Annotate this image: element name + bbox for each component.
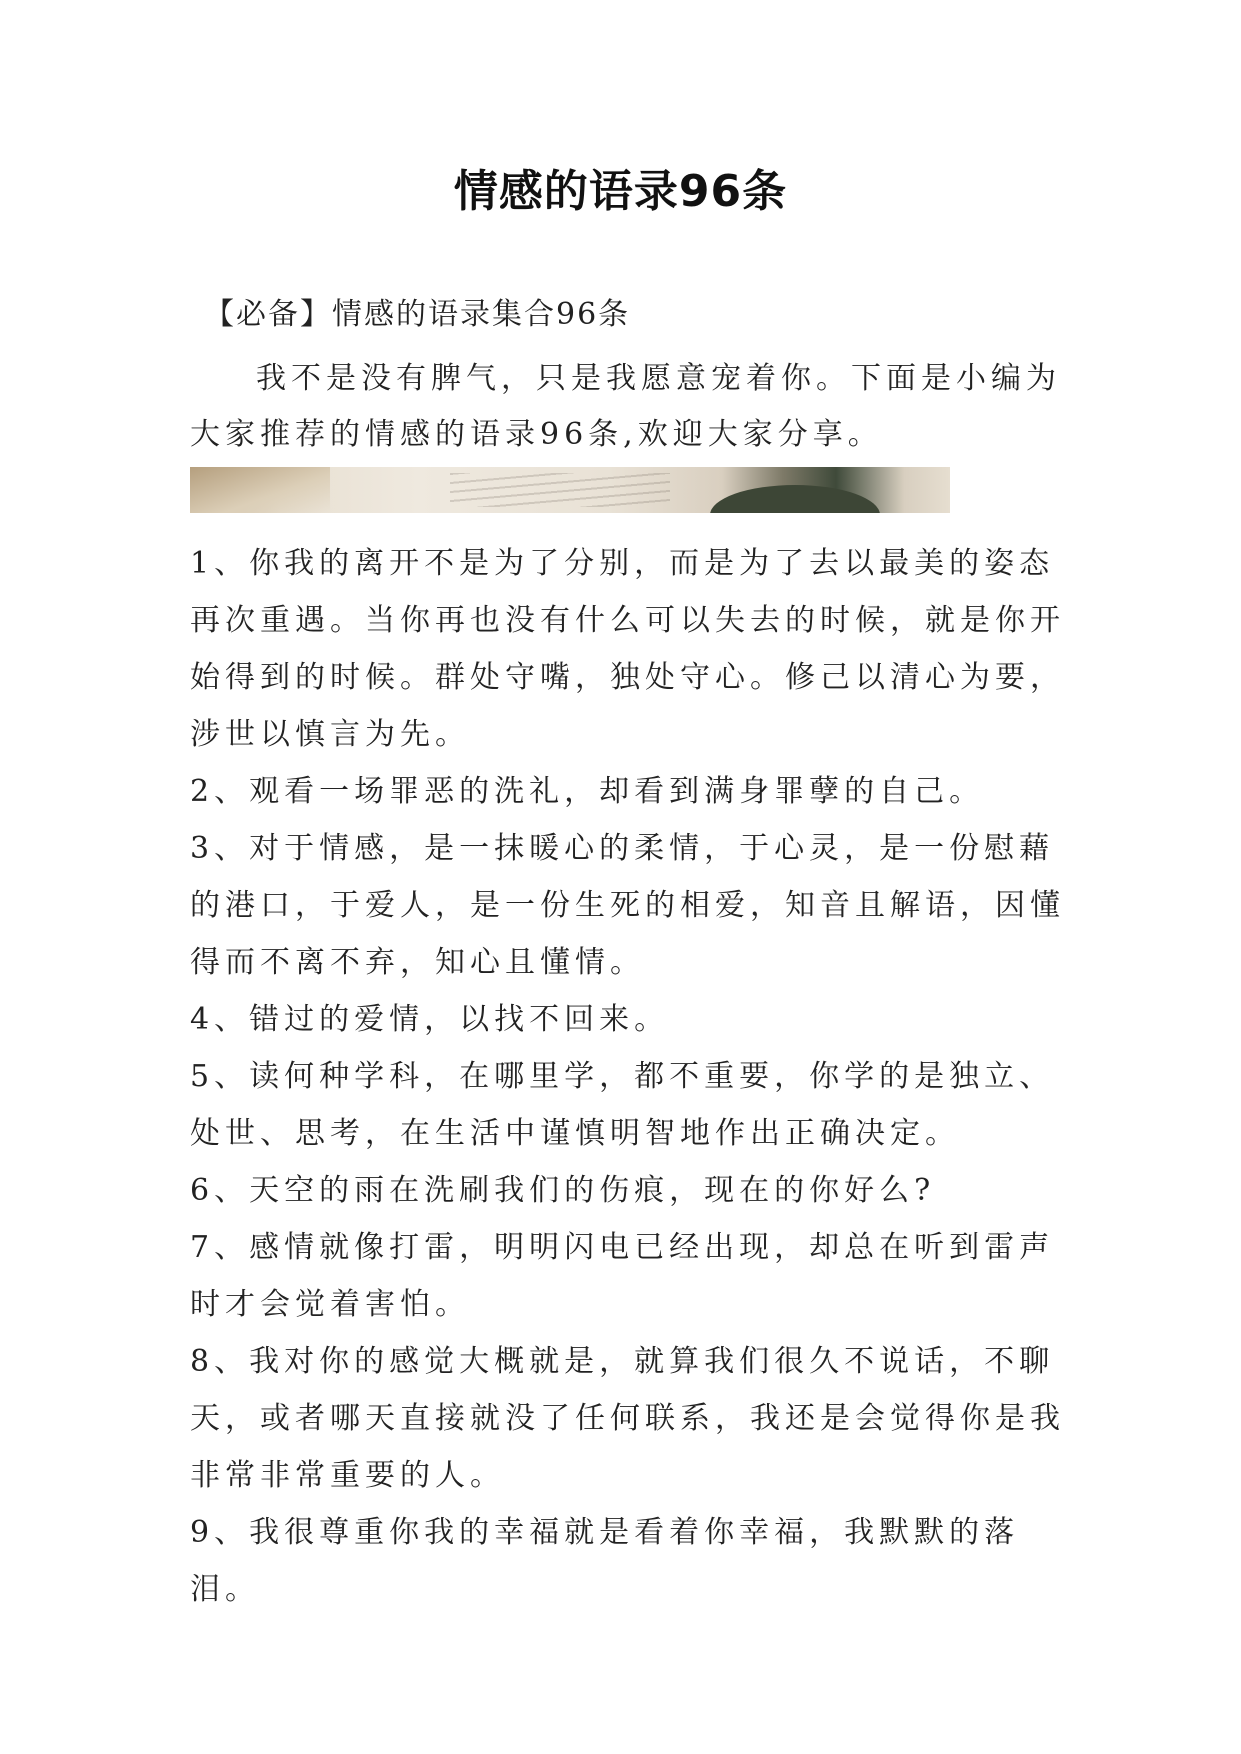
document-body	[190, 293, 1070, 1618]
intro-paragraph: 我不是没有脾气，只是我愿意宠着你。下面是小编为大家推荐的情感的语录96条,欢迎大家分享。	[190, 361, 1061, 452]
quote-item: 5、读何种学科，在哪里学，都不重要，你学的是独立、处世、思考，在生活中谨慎明智地作出正确决定。	[190, 1059, 1055, 1151]
quote-item: 2、观看一场罪恶的洗礼，却看到满身罪孽的自己。	[190, 774, 985, 809]
page-title: 情感的语录96条	[453, 166, 788, 217]
quote-item: 8、我对你的感觉大概就是，就算我们很久不说话，不聊天，或者哪天直接就没了任何联系，我还是会觉得你是我非常非常重要的人。	[190, 1344, 1065, 1493]
quote-item: 6、天空的雨在洗刷我们的伤痕，现在的你好么?	[190, 1173, 936, 1208]
quote-item: 1、你我的离开不是为了分别，而是为了去以最美的姿态再次重遇。当你再也没有什么可以失去的时候，就是你开始得到的时候。群处守嘴，独处守心。修己以清心为要，涉世以慎言为先。	[190, 546, 1065, 752]
quote-item: 3、对于情感，是一抹暖心的柔情，于心灵，是一份慰藉的港口，于爱人，是一份生死的相爱，知音且解语，因懂得而不离不弃，知心且懂情。	[190, 831, 1065, 980]
document-subtitle: 【必备】情感的语录集合96条	[204, 297, 631, 332]
quote-item: 9、我很尊重你我的幸福就是看着你幸福，我默默的落泪。	[190, 1515, 1020, 1607]
decorative-photo	[190, 467, 950, 513]
quote-item: 7、感情就像打雷，明明闪电已经出现，却总在听到雷声时才会觉着害怕。	[190, 1230, 1055, 1322]
quote-item: 4、错过的爱情，以找不回来。	[190, 1002, 670, 1037]
